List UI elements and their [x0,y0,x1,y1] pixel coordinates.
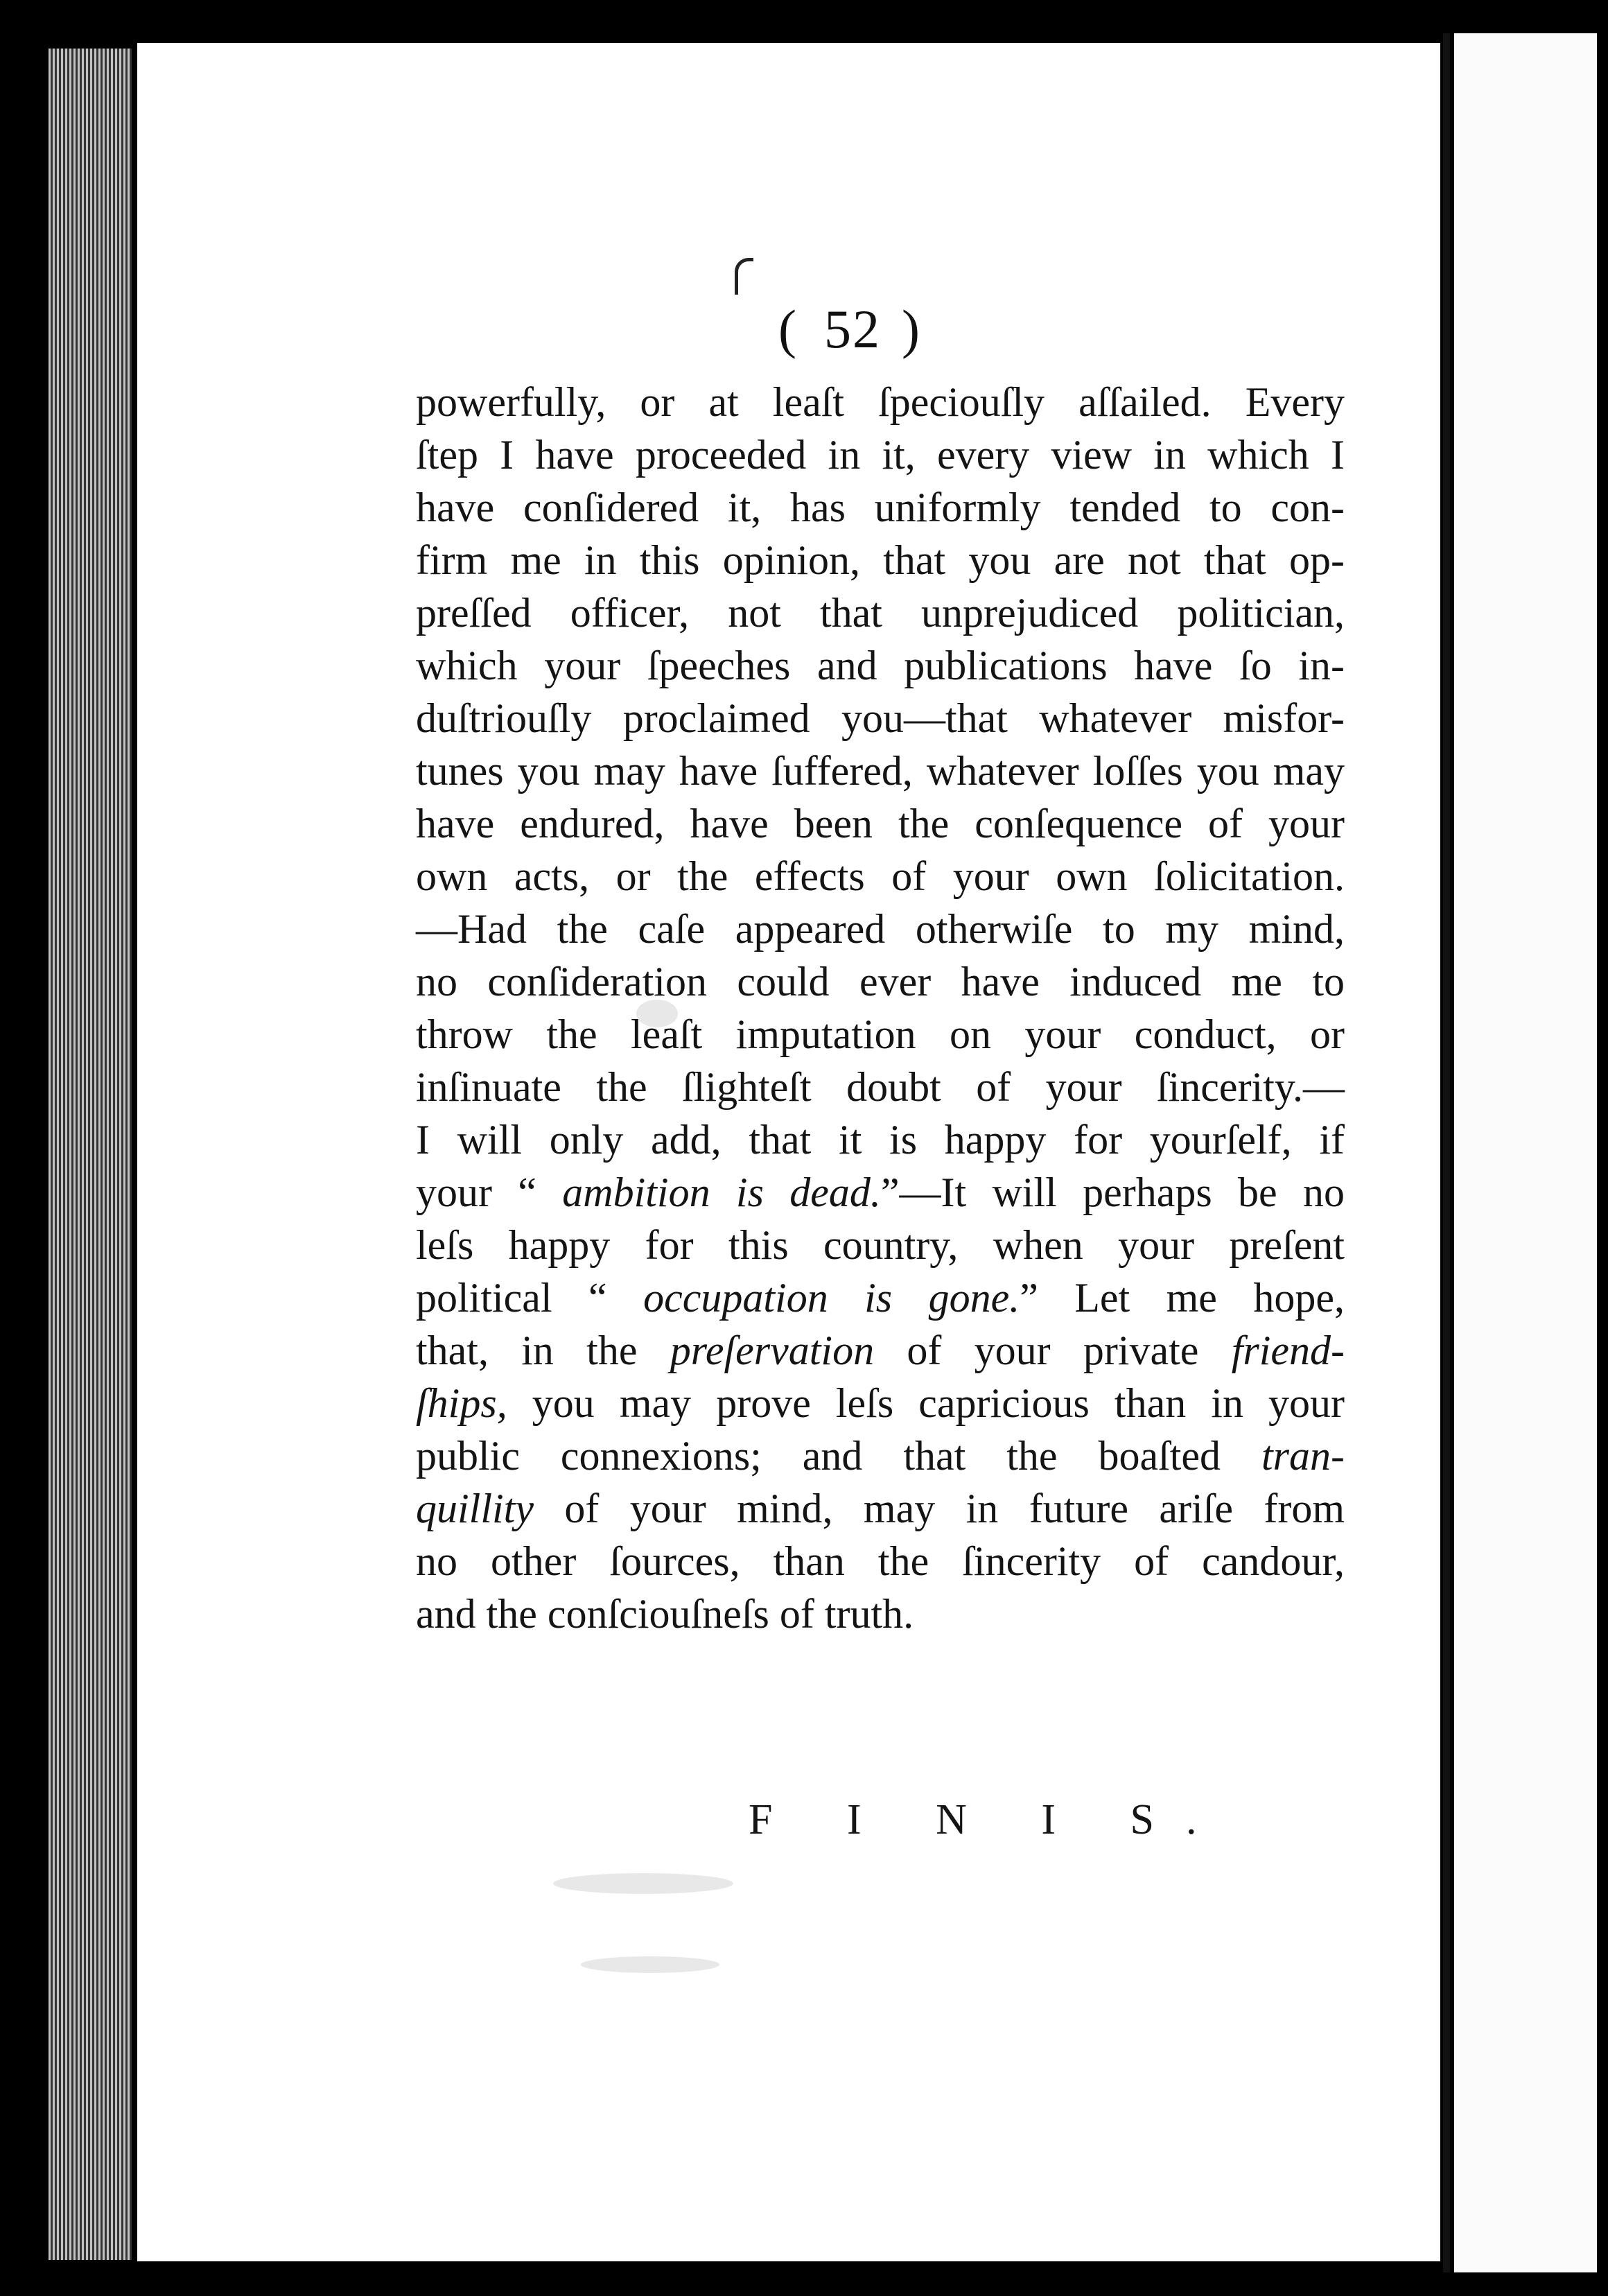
text-line [416,1377,1345,1429]
text-run: public connexions; and that the boaſted [416,1433,1261,1479]
text-line: ſtep I have proceeded in it, every view in which I [416,432,1345,478]
text-line: own acts, or the effects of your own ſolicitation. [416,853,1345,899]
text-line: powerfully, or at leaſt ſpeciouſly aſſailed. Every [416,379,1345,425]
page-number [742,298,963,360]
book-gutter [1443,33,1450,2272]
close-paren: ) [902,299,927,359]
open-paren: ( [778,299,803,359]
italic-run: ſhips, [416,1380,507,1426]
text-run: ”—It will perhaps be no [880,1169,1345,1215]
text-line: inſinuate the ſlighteſt doubt of your ſincerity.— [416,1064,1345,1110]
text-line: and the conſciouſneſs of truth. [416,1591,914,1637]
text-line: no conſideration could ever have induced me to [416,959,1345,1004]
italic-run: quillity [416,1486,534,1531]
text-line: firm me in this opinion, that you are not that op- [416,537,1345,583]
text-run: of your private [874,1328,1232,1373]
text-line: —Had the caſe appeared otherwiſe to my mind, [416,906,1345,952]
body-text [416,376,1345,1640]
text-line: have endured, have been the conſequence of your [416,801,1345,846]
text-line: have conſidered it, has uniformly tended to con- [416,485,1345,530]
page-number-value: 52 [824,299,881,359]
text-line: throw the leaſt imputation on your conduct, or [416,1011,1345,1057]
text-line: preſſed officer, not that unprejudiced politician, [416,590,1345,636]
text-line [416,1166,1345,1219]
text-run: of your mind, may in future ariſe from [533,1486,1345,1531]
adjacent-page [1454,33,1597,2272]
pencil-mark [735,258,753,295]
finis-heading: F I N I S. [749,1796,1229,1843]
text-line [416,1324,1345,1377]
text-line [416,1482,1345,1535]
text-line [416,1429,1345,1482]
text-run: ” Let me hope, [1020,1275,1345,1321]
text-line: duſtriouſly proclaimed you—that whatever misfor- [416,695,1345,741]
italic-run: ambition is dead. [562,1169,881,1215]
text-run: your “ [416,1169,563,1215]
text-run: that, in the [416,1328,670,1373]
text-line: tunes you may have ſuffered, whatever loſſes you may [416,748,1345,794]
text-line: leſs happy for this country, when your preſent [416,1222,1345,1268]
italic-run: friend- [1231,1328,1345,1373]
paper-speck [553,1873,733,1894]
paper-speck [581,1956,719,1973]
italic-run: preſervation [670,1328,875,1373]
page-edge-stack [49,49,132,2260]
text-line: no other ſources, than the ſincerity of candour, [416,1538,1345,1584]
italic-run: occupation is gone. [643,1275,1020,1321]
italic-run: tran- [1261,1433,1345,1479]
text-run: political “ [416,1275,644,1321]
text-line [416,1271,1345,1324]
text-run: you may prove leſs capricious than in your [507,1380,1345,1426]
text-line: I will only add, that it is happy for yourſelf, if [416,1117,1345,1163]
text-line: which your ſpeeches and publications have ſo in- [416,643,1345,688]
